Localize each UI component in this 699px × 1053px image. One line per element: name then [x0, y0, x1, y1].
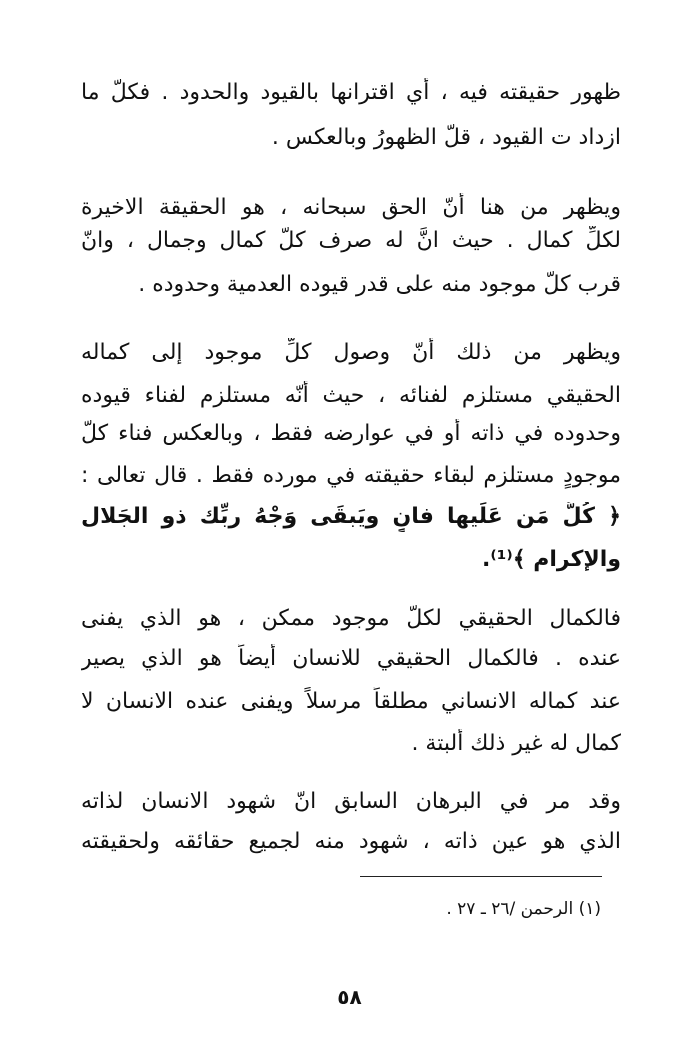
text-line-5: قرب كلّ موجود منه على قدر قيوده العدمية وحدوده .	[138, 272, 621, 297]
text-line-6: ويظهر من ذلك أنّ وصول كلِّ موجود إلى كماله	[81, 340, 621, 365]
text-line-7: الحقيقي مستلزم لفنائه ، حيث أنّه مستلزم لفناء قيوده	[81, 383, 621, 408]
text-line-15: كمال له غير ذلك ألبتة .	[411, 731, 621, 756]
text-line-14: عند كماله الانساني مطلقاً مرسلاً ويفنى عنده الانسان لا	[81, 689, 621, 714]
text-line-9: موجودٍ مستلزم لبقاء حقيقته في مورده فقط . قال تعالى :	[81, 463, 621, 488]
text-line-12: فالكمال الحقيقي لكلّ موجود ممكن ، هو الذي يفنى	[81, 606, 621, 631]
text-line-13: عنده . فالكمال الحقيقي للانسان أيضاً هو الذي يصير	[81, 646, 621, 671]
text-line-17: الذي هو عين ذاته ، شهود منه لجميع حقائقه ولحقيقته	[81, 829, 621, 854]
quran-verse-line-2: والإكرام ﴾⁽¹⁾.	[482, 547, 621, 572]
text-line-8: وحدوده في ذاته أو في عوارضه فقط ، وبالعكس فناء كلّ	[81, 421, 621, 446]
page-number: ٥٨	[337, 985, 362, 1009]
text-line-16: وقد مر في البرهان السابق انّ شهود الانسان لذاته	[81, 789, 621, 814]
text-line-2: ازداد ت القيود ، قلّ الظهورُ وبالعكس .	[271, 125, 621, 150]
text-line-3: ويظهر من هنا أنّ الحق سبحانه ، هو الحقيقة الاخيرة	[81, 195, 621, 220]
footnote-divider	[360, 876, 602, 877]
text-line-1: ظهور حقيقته فيه ، أي اقترانها بالقيود والحدود . فكلّ ما	[81, 80, 621, 105]
quran-verse-line-1: ﴿ كُلُّ مَن عَلَيها فانٍ ويَبقَى وَجْهُ ربِّك ذو الجَلال	[81, 504, 621, 529]
text-line-4: لكلِّ كمال . حيث انَّ له صرف كلّ كمال وجمال ، وانّ	[81, 228, 621, 253]
footnote: (١) الرحمن /٢٦ ـ ٢٧ .	[446, 899, 601, 919]
